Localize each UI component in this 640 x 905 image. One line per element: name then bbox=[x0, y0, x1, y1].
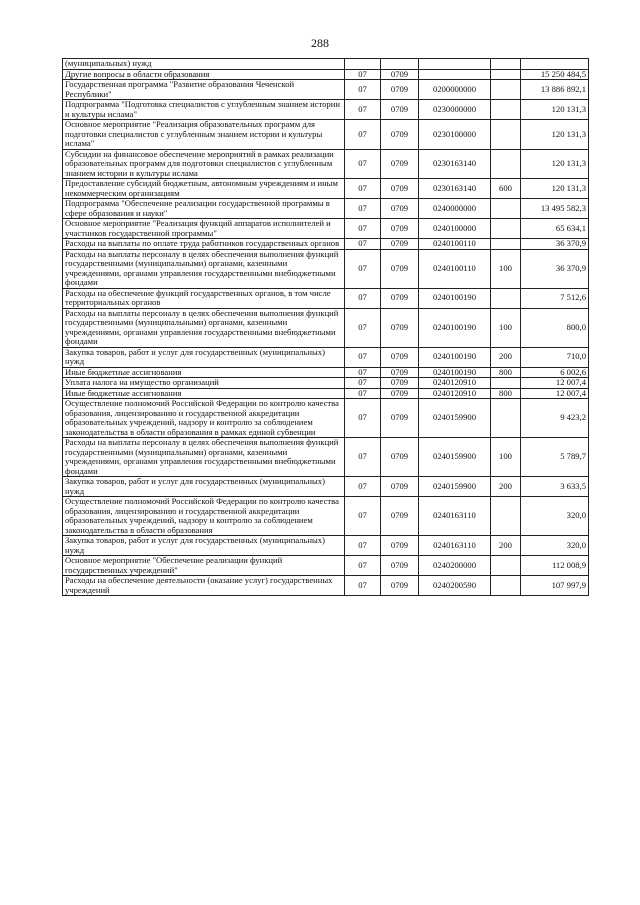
row-amount: 112 008,9 bbox=[521, 556, 589, 576]
row-expense-type: 800 bbox=[491, 367, 521, 378]
row-target-article: 0230100000 bbox=[419, 120, 491, 150]
row-amount: 36 370,9 bbox=[521, 239, 589, 250]
row-amount bbox=[521, 59, 589, 70]
row-expense-type: 200 bbox=[491, 477, 521, 497]
row-target-article: 0240100110 bbox=[419, 239, 491, 250]
row-target-article: 0240159900 bbox=[419, 438, 491, 477]
row-target-article: 0230163140 bbox=[419, 179, 491, 199]
row-target-article: 0240100190 bbox=[419, 367, 491, 378]
table-row bbox=[63, 556, 589, 576]
row-subsection: 0709 bbox=[381, 497, 419, 536]
row-section: 07 bbox=[345, 80, 381, 100]
row-name: (муниципальных) нужд bbox=[63, 59, 345, 70]
row-amount: 710,0 bbox=[521, 347, 589, 367]
budget-table-body bbox=[63, 59, 589, 596]
row-expense-type: 200 bbox=[491, 347, 521, 367]
row-subsection: 0709 bbox=[381, 249, 419, 288]
row-target-article bbox=[419, 59, 491, 70]
row-subsection: 0709 bbox=[381, 100, 419, 120]
table-row bbox=[63, 378, 589, 389]
row-target-article: 0240100000 bbox=[419, 219, 491, 239]
table-row bbox=[63, 149, 589, 179]
row-name: Осуществление полномочий Российской Федерации по контролю качества образования, лицензированию и государственной аккредитации образовательных учреждений, надзору и контролю за соблюдением законодательства в области образования bbox=[63, 497, 345, 536]
row-name: Иные бюджетные ассигнования bbox=[63, 367, 345, 378]
row-subsection: 0709 bbox=[381, 219, 419, 239]
row-section: 07 bbox=[345, 347, 381, 367]
row-section: 07 bbox=[345, 149, 381, 179]
row-section: 07 bbox=[345, 477, 381, 497]
row-name: Закупка товаров, работ и услуг для государственных (муниципальных) нужд bbox=[63, 477, 345, 497]
row-target-article: 0240100190 bbox=[419, 288, 491, 308]
row-name: Расходы на выплаты персоналу в целях обеспечения выполнения функций государственными (муниципальными) органами, казенными учреждениями, органами управления государственными внебюджетными фондами bbox=[63, 249, 345, 288]
row-expense-type: 100 bbox=[491, 249, 521, 288]
row-amount: 6 002,6 bbox=[521, 367, 589, 378]
table-row bbox=[63, 179, 589, 199]
row-section: 07 bbox=[345, 367, 381, 378]
table-row bbox=[63, 308, 589, 347]
table-row bbox=[63, 100, 589, 120]
row-expense-type bbox=[491, 497, 521, 536]
row-expense-type bbox=[491, 100, 521, 120]
row-section: 07 bbox=[345, 199, 381, 219]
row-amount: 320,0 bbox=[521, 536, 589, 556]
table-row bbox=[63, 536, 589, 556]
row-subsection: 0709 bbox=[381, 179, 419, 199]
row-section: 07 bbox=[345, 556, 381, 576]
row-subsection: 0709 bbox=[381, 576, 419, 596]
row-expense-type: 200 bbox=[491, 536, 521, 556]
table-row bbox=[63, 239, 589, 250]
row-subsection: 0709 bbox=[381, 399, 419, 438]
row-subsection: 0709 bbox=[381, 308, 419, 347]
row-target-article: 0240100190 bbox=[419, 347, 491, 367]
table-row bbox=[63, 347, 589, 367]
table-row bbox=[63, 288, 589, 308]
row-section: 07 bbox=[345, 179, 381, 199]
row-section: 07 bbox=[345, 378, 381, 389]
table-row bbox=[63, 477, 589, 497]
row-target-article: 0240100190 bbox=[419, 308, 491, 347]
row-expense-type bbox=[491, 59, 521, 70]
row-section: 07 bbox=[345, 497, 381, 536]
row-amount: 36 370,9 bbox=[521, 249, 589, 288]
row-name: Расходы на выплаты по оплате труда работников государственных органов bbox=[63, 239, 345, 250]
row-section: 07 bbox=[345, 69, 381, 80]
table-row bbox=[63, 399, 589, 438]
row-section: 07 bbox=[345, 288, 381, 308]
row-section: 07 bbox=[345, 399, 381, 438]
row-target-article: 0240159900 bbox=[419, 399, 491, 438]
row-name: Подпрограмма "Подготовка специалистов с углубленным знанием истории и культуры ислама" bbox=[63, 100, 345, 120]
row-target-article bbox=[419, 69, 491, 80]
row-target-article: 0240200590 bbox=[419, 576, 491, 596]
row-amount: 120 131,3 bbox=[521, 120, 589, 150]
row-expense-type: 100 bbox=[491, 308, 521, 347]
row-name: Закупка товаров, работ и услуг для государственных (муниципальных) нужд bbox=[63, 536, 345, 556]
row-amount: 107 997,9 bbox=[521, 576, 589, 596]
row-section: 07 bbox=[345, 120, 381, 150]
row-section: 07 bbox=[345, 308, 381, 347]
page-number: 288 bbox=[311, 36, 329, 50]
row-expense-type bbox=[491, 69, 521, 80]
row-subsection: 0709 bbox=[381, 80, 419, 100]
row-expense-type bbox=[491, 556, 521, 576]
row-subsection: 0709 bbox=[381, 378, 419, 389]
row-amount: 3 633,5 bbox=[521, 477, 589, 497]
row-subsection: 0709 bbox=[381, 388, 419, 399]
row-amount: 13 886 892,1 bbox=[521, 80, 589, 100]
row-expense-type bbox=[491, 288, 521, 308]
row-name: Основное мероприятие "Реализация образовательных программ для подготовки специалистов с углубленным знанием истории и культуры ислама" bbox=[63, 120, 345, 150]
row-subsection: 0709 bbox=[381, 556, 419, 576]
row-subsection: 0709 bbox=[381, 239, 419, 250]
row-subsection: 0709 bbox=[381, 120, 419, 150]
row-section: 07 bbox=[345, 219, 381, 239]
row-subsection: 0709 bbox=[381, 536, 419, 556]
row-name: Закупка товаров, работ и услуг для государственных (муниципальных) нужд bbox=[63, 347, 345, 367]
row-name: Субсидии на финансовое обеспечение мероприятий в рамках реализации образовательных программ для подготовки специалистов с углубленным знанием истории и культуры ислама bbox=[63, 149, 345, 179]
row-amount: 9 423,2 bbox=[521, 399, 589, 438]
row-target-article: 0240120910 bbox=[419, 378, 491, 389]
row-subsection: 0709 bbox=[381, 347, 419, 367]
row-expense-type bbox=[491, 149, 521, 179]
row-expense-type bbox=[491, 576, 521, 596]
row-subsection: 0709 bbox=[381, 438, 419, 477]
row-expense-type: 600 bbox=[491, 179, 521, 199]
row-amount: 120 131,3 bbox=[521, 179, 589, 199]
row-target-article: 0240200000 bbox=[419, 556, 491, 576]
row-name: Расходы на выплаты персоналу в целях обеспечения выполнения функций государственными (муниципальными) органами, казенными учреждениями, органами управления государственными внебюджетными фондами bbox=[63, 438, 345, 477]
row-amount: 15 250 484,5 bbox=[521, 69, 589, 80]
row-section bbox=[345, 59, 381, 70]
row-name: Другие вопросы в области образования bbox=[63, 69, 345, 80]
row-target-article: 0240000000 bbox=[419, 199, 491, 219]
row-amount: 120 131,3 bbox=[521, 149, 589, 179]
table-row bbox=[63, 497, 589, 536]
row-target-article: 0240163110 bbox=[419, 536, 491, 556]
row-name: Расходы на выплаты персоналу в целях обеспечения выполнения функций государственными (муниципальными) органами, казенными учреждениями, органами управления государственными внебюджетными фондами bbox=[63, 308, 345, 347]
row-amount: 65 634,1 bbox=[521, 219, 589, 239]
row-section: 07 bbox=[345, 100, 381, 120]
row-amount: 13 495 582,3 bbox=[521, 199, 589, 219]
row-subsection: 0709 bbox=[381, 288, 419, 308]
row-expense-type bbox=[491, 80, 521, 100]
row-name: Основное мероприятие "Реализация функций аппаратов исполнителей и участников государственной программы" bbox=[63, 219, 345, 239]
row-expense-type bbox=[491, 120, 521, 150]
row-expense-type bbox=[491, 378, 521, 389]
row-amount: 12 007,4 bbox=[521, 388, 589, 399]
table-row bbox=[63, 367, 589, 378]
row-amount: 7 512,6 bbox=[521, 288, 589, 308]
row-amount: 12 007,4 bbox=[521, 378, 589, 389]
row-subsection: 0709 bbox=[381, 149, 419, 179]
row-expense-type bbox=[491, 399, 521, 438]
row-name: Основное мероприятие "Обеспечение реализации функций государственных учреждений" bbox=[63, 556, 345, 576]
row-target-article: 0240120910 bbox=[419, 388, 491, 399]
row-expense-type bbox=[491, 199, 521, 219]
row-amount: 320,0 bbox=[521, 497, 589, 536]
row-name: Предоставление субсидий бюджетным, автономным учреждениям и иным некоммерческим организациям bbox=[63, 179, 345, 199]
row-target-article: 0200000000 bbox=[419, 80, 491, 100]
row-section: 07 bbox=[345, 536, 381, 556]
row-target-article: 0240159900 bbox=[419, 477, 491, 497]
row-target-article: 0230000000 bbox=[419, 100, 491, 120]
row-section: 07 bbox=[345, 388, 381, 399]
row-amount: 800,0 bbox=[521, 308, 589, 347]
row-section: 07 bbox=[345, 576, 381, 596]
row-name: Государственная программа "Развитие образования Чеченской Республики" bbox=[63, 80, 345, 100]
row-name: Уплата налога на имущество организаций bbox=[63, 378, 345, 389]
row-name: Расходы на обеспечение деятельности (оказание услуг) государственных учреждений bbox=[63, 576, 345, 596]
row-name: Иные бюджетные ассигнования bbox=[63, 388, 345, 399]
row-subsection bbox=[381, 59, 419, 70]
row-subsection: 0709 bbox=[381, 69, 419, 80]
row-target-article: 0240163110 bbox=[419, 497, 491, 536]
table-row bbox=[63, 59, 589, 70]
row-amount: 5 789,7 bbox=[521, 438, 589, 477]
table-row bbox=[63, 120, 589, 150]
row-section: 07 bbox=[345, 239, 381, 250]
table-row bbox=[63, 438, 589, 477]
row-name: Подпрограмма "Обеспечение реализации государственной программы в сфере образования и науки" bbox=[63, 199, 345, 219]
row-name: Осуществление полномочий Российской Федерации по контролю качества образования, лицензированию и государственной аккредитации образовательных учреждений, надзору и контролю за соблюдением законодательства в области образования в рамках единой субвенции bbox=[63, 399, 345, 438]
row-target-article: 0230163140 bbox=[419, 149, 491, 179]
row-subsection: 0709 bbox=[381, 199, 419, 219]
table-row bbox=[63, 80, 589, 100]
row-section: 07 bbox=[345, 438, 381, 477]
table-row bbox=[63, 388, 589, 399]
table-row bbox=[63, 576, 589, 596]
table-row bbox=[63, 219, 589, 239]
budget-table bbox=[62, 58, 589, 596]
row-expense-type bbox=[491, 239, 521, 250]
row-amount: 120 131,3 bbox=[521, 100, 589, 120]
table-row bbox=[63, 199, 589, 219]
row-expense-type: 800 bbox=[491, 388, 521, 399]
row-section: 07 bbox=[345, 249, 381, 288]
row-target-article: 0240100110 bbox=[419, 249, 491, 288]
row-subsection: 0709 bbox=[381, 477, 419, 497]
table-row bbox=[63, 69, 589, 80]
table-row bbox=[63, 249, 589, 288]
row-expense-type: 100 bbox=[491, 438, 521, 477]
row-subsection: 0709 bbox=[381, 367, 419, 378]
row-expense-type bbox=[491, 219, 521, 239]
row-name: Расходы на обеспечение функций государственных органов, в том числе территориальных органов bbox=[63, 288, 345, 308]
